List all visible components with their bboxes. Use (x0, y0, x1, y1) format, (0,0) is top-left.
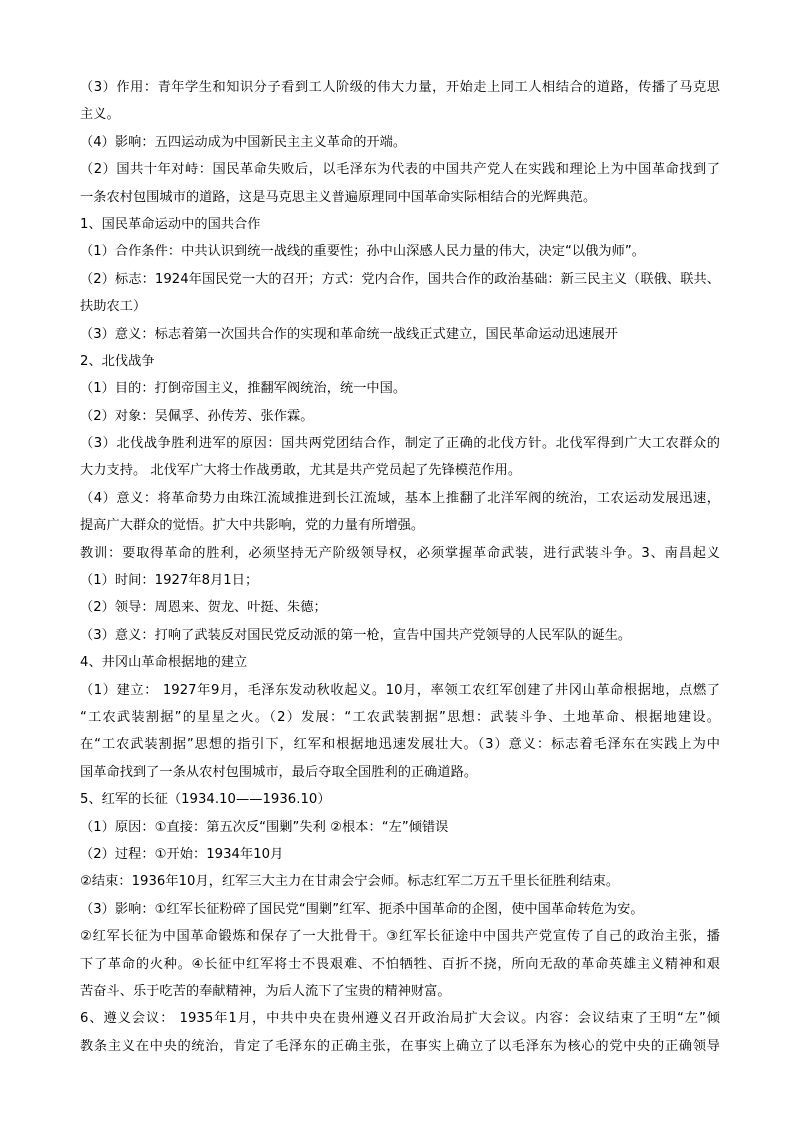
text-line: ②红军长征为中国革命锻炼和保存了一大批骨干。③红军长征途中中国共产党宣传了自己的政治主张，播 (80, 929, 720, 945)
text-line: 大力支持。 北伐军广大将士作战勇敢，尤其是共产党员起了先锋模范作用。 (80, 463, 522, 479)
document-page (80, 74, 720, 1060)
text-line: “工农武装割据”的星星之火。（2）发展：“工农武装割据”思想：武装斗争、土地革命、根据地建设。 (80, 709, 720, 725)
text-line: （4）意义：将革命势力由珠江流域推进到长江流域，基本上推翻了北洋军阀的统治，工农运动发展迅速， (80, 490, 720, 506)
text-line: （2）领导：周恩来、贺龙、叶挺、朱德； (80, 600, 327, 616)
text-line: 苦奋斗、乐于吃苦的奉献精神，为后人流下了宝贵的精神财富。 (80, 983, 451, 999)
text-line: （1）原因：①直接：第五次反“围剿”失利 ②根本：“左”倾错误 (80, 819, 449, 835)
text-line: （1）目的：打倒帝国主义，推翻军阀统治，统一中国。 (80, 381, 407, 397)
text-line: （3）影响：①红军长征粉碎了国民党“围剿”红军、扼杀中国革命的企图，使中国革命转危为安。 (80, 901, 644, 917)
text-line: 一条农村包围城市的道路，这是马克思主义普遍原理同中国革命实际相结合的光辉典范。 (80, 189, 597, 205)
text-line: 国革命找到了一条从农村包围城市，最后夺取全国胜利的正确道路。 (80, 764, 478, 780)
text-line: （2）国共十年对峙：国民革命失败后，以毛泽东为代表的中国共产党人在实践和理论上为中国革命找到了 (80, 162, 720, 178)
text-line: 在“工农武装割据”思想的指引下，红军和根据地迅速发展壮大。（3）意义：标志着毛泽东在实践上为中 (80, 737, 720, 753)
section-heading: 1、国民革命运动中的国共合作 (80, 216, 261, 232)
section-heading: 4、井冈山革命根据地的建立 (80, 655, 248, 671)
text-line: ②结束：1936年10月，红军三大主力在甘肃会宁会师。标志红军二万五千里长征胜利结束。 (80, 874, 620, 890)
text-line: （3）意义：标志着第一次国共合作的实现和革命统一战线正式建立，国民革命运动迅速展开 (80, 326, 618, 342)
text-line: 教训：要取得革命的胜利，必须坚持无产阶级领导权，必须掌握革命武装，进行武装斗争。3、南昌起义 (80, 545, 720, 561)
text-line: （3）作用：青年学生和知识分子看到工人阶级的伟大力量，开始走上同工人相结合的道路，传播了马克思 (80, 80, 720, 95)
text-line: 提高广大群众的觉悟。扩大中共影响，党的力量有所增强。 (80, 518, 425, 534)
text-line: （1）时间：1927年8月1日； (80, 573, 259, 589)
text-line: 教条主义在中央的统治，肯定了毛泽东的正确主张，在事实上确立了以毛泽东为核心的党中央的正确领导 (80, 1038, 720, 1054)
text-line: 下了革命的火种。④长征中红军将士不畏艰难、不怕牺牲、百折不挠，所向无敌的革命英雄主义精神和艰 (80, 956, 720, 972)
section-heading: 5、红军的长征（1934.10——1936.10） (80, 792, 331, 808)
text-line: （2）过程：①开始：1934年10月 (80, 846, 284, 862)
text-line: （3）意义：打响了武装反对国民党反动派的第一枪，宣告中国共产党领导的人民军队的诞生。 (80, 627, 632, 643)
text-line: （2）对象：吴佩孚、孙传芳、张作霖。 (80, 408, 314, 424)
text-line: （2）标志：1924年国民党一大的召开；方式：党内合作，国共合作的政治基础：新三民主义（联俄、联共、 (80, 271, 720, 287)
text-line: 主义。 (80, 107, 120, 123)
text-line: （4）影响：五四运动成为中国新民主主义革命的开端。 (80, 134, 407, 150)
section-heading: 2、北伐战争 (80, 353, 155, 369)
text-line: 扶助农工） (80, 299, 147, 315)
section-heading: 6、遵义会议： 1935年1月，中共中央在贵州遵义召开政治局扩大会议。内容：会议结束了王明“左”倾 (80, 1011, 720, 1027)
text-line: （1）合作条件：中共认识到统一战线的重要性；孙中山深感人民力量的伟大，决定“以俄为师”。 (80, 244, 645, 260)
text-line: （1）建立： 1927年9月，毛泽东发动秋收起义。10月，率领工农红军创建了井冈山革命根据地，点燃了 (80, 682, 720, 698)
text-line: （3）北伐战争胜利进军的原因：国共两党团结合作，制定了正确的北伐方针。北伐军得到广大工农群众的 (80, 436, 720, 452)
